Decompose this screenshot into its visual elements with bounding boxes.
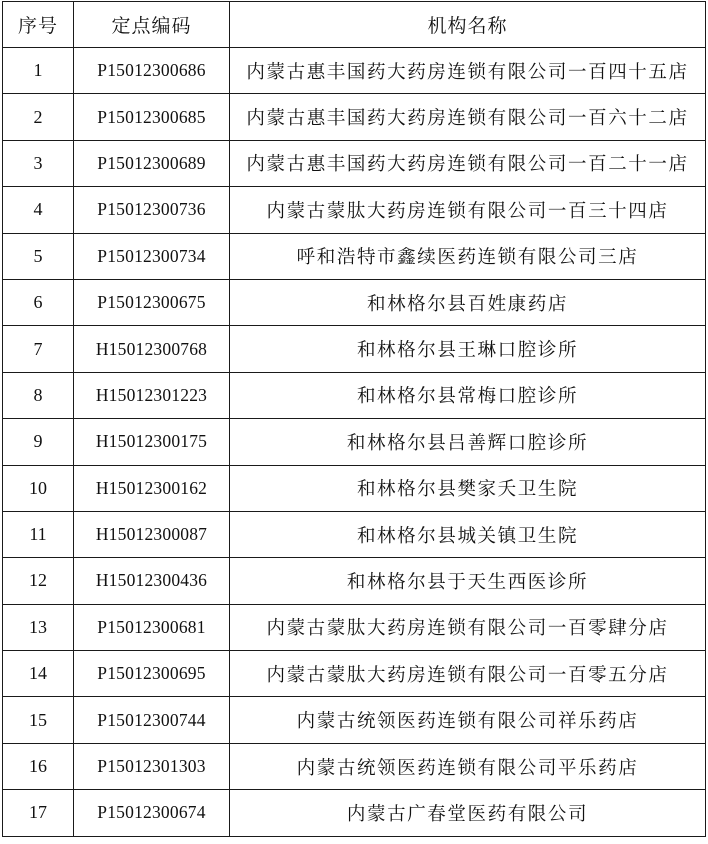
table-row [3,558,706,604]
row-code-cell: H15012300175 [74,419,230,465]
row-code-cell: P15012300686 [74,48,230,94]
row-name-cell: 和林格尔县百姓康药店 [230,279,706,325]
row-code-cell: P15012300685 [74,94,230,140]
header-code: 定点编码 [74,2,230,48]
table-row [3,697,706,743]
table-row [3,743,706,789]
row-code-cell: H15012300768 [74,326,230,372]
row-seq-cell: 4 [3,187,74,233]
row-name-cell: 内蒙古统领医药连锁有限公司祥乐药店 [230,697,706,743]
row-name-cell: 和林格尔县常梅口腔诊所 [230,372,706,418]
table-row [3,511,706,557]
row-seq-cell: 14 [3,651,74,697]
row-seq-cell: 11 [3,511,74,557]
row-seq-cell: 9 [3,419,74,465]
table-row [3,48,706,94]
row-code-cell: H15012300162 [74,465,230,511]
row-code-cell: H15012301223 [74,372,230,418]
row-seq-cell: 5 [3,233,74,279]
row-seq-cell: 17 [3,790,74,836]
row-name-cell: 和林格尔县樊家夭卫生院 [230,465,706,511]
table-row [3,419,706,465]
row-seq-cell: 8 [3,372,74,418]
row-seq-cell: 6 [3,279,74,325]
table-row [3,604,706,650]
row-code-cell: P15012300744 [74,697,230,743]
row-name-cell: 内蒙古惠丰国药大药房连锁有限公司一百六十二店 [230,94,706,140]
header-row [3,2,706,48]
row-code-cell: H15012300436 [74,558,230,604]
row-name-cell: 内蒙古蒙肽大药房连锁有限公司一百零肆分店 [230,604,706,650]
row-code-cell: H15012300087 [74,511,230,557]
row-name-cell: 和林格尔县城关镇卫生院 [230,511,706,557]
table-row [3,233,706,279]
header-name: 机构名称 [230,2,706,48]
row-name-cell: 内蒙古惠丰国药大药房连锁有限公司一百四十五店 [230,48,706,94]
table-row [3,279,706,325]
row-code-cell: P15012300681 [74,604,230,650]
row-code-cell: P15012300674 [74,790,230,836]
institution-table [2,1,706,837]
row-name-cell: 呼和浩特市鑫续医药连锁有限公司三店 [230,233,706,279]
table-row [3,790,706,836]
row-seq-cell: 7 [3,326,74,372]
table-row [3,94,706,140]
table-row [3,651,706,697]
table-row [3,372,706,418]
row-code-cell: P15012300736 [74,187,230,233]
table-row [3,140,706,186]
row-name-cell: 和林格尔县于天生西医诊所 [230,558,706,604]
header-seq: 序号 [3,2,74,48]
row-code-cell: P15012300734 [74,233,230,279]
row-name-cell: 和林格尔县王琳口腔诊所 [230,326,706,372]
row-name-cell: 和林格尔县吕善辉口腔诊所 [230,419,706,465]
row-name-cell: 内蒙古统领医药连锁有限公司平乐药店 [230,743,706,789]
row-code-cell: P15012300675 [74,279,230,325]
row-code-cell: P15012300689 [74,140,230,186]
table-row [3,465,706,511]
row-code-cell: P15012301303 [74,743,230,789]
table-row [3,187,706,233]
row-code-cell: P15012300695 [74,651,230,697]
row-name-cell: 内蒙古惠丰国药大药房连锁有限公司一百二十一店 [230,140,706,186]
row-name-cell: 内蒙古蒙肽大药房连锁有限公司一百零五分店 [230,651,706,697]
table-row [3,326,706,372]
row-name-cell: 内蒙古广春堂医药有限公司 [230,790,706,836]
row-seq-cell: 3 [3,140,74,186]
row-seq-cell: 10 [3,465,74,511]
row-seq-cell: 15 [3,697,74,743]
row-seq-cell: 13 [3,604,74,650]
row-seq-cell: 12 [3,558,74,604]
table-header [3,2,706,48]
row-seq-cell: 16 [3,743,74,789]
table-body [3,48,706,837]
row-seq-cell: 2 [3,94,74,140]
row-seq-cell: 1 [3,48,74,94]
row-name-cell: 内蒙古蒙肽大药房连锁有限公司一百三十四店 [230,187,706,233]
